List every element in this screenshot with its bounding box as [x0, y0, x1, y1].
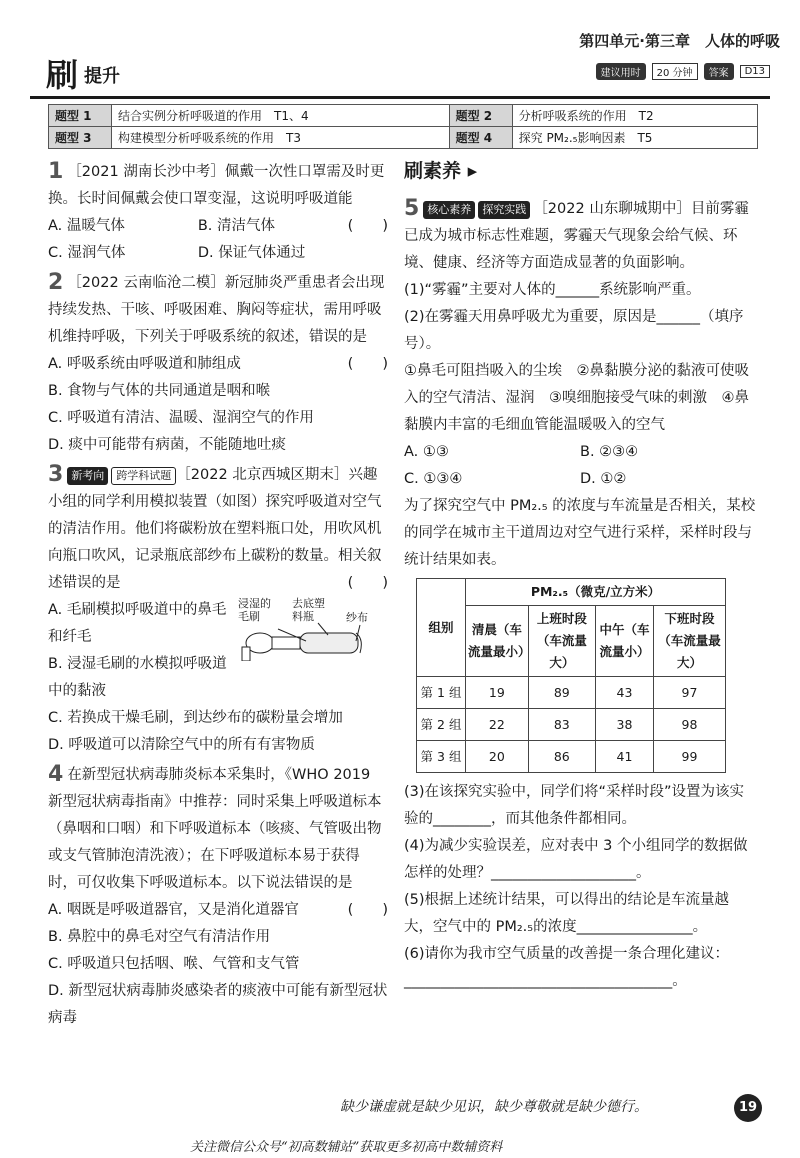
logo: 刷 — [46, 56, 79, 94]
question-stem: ［2021 湖南长沙中考］佩戴一次性口罩需及时更换。长时间佩戴会使口罩变湿，这说明呼吸道能 — [48, 164, 385, 207]
logo-subtitle: 提升 — [84, 66, 120, 87]
col-header: 清晨（车流量最小） — [466, 606, 529, 677]
question-number: 1 — [48, 159, 64, 184]
page-number: 19 — [734, 1094, 762, 1122]
option-b: B. 鼻腔中的鼻毛对空气有清洁作用 — [48, 929, 271, 945]
question-4 — [48, 761, 388, 1032]
answer-bracket: ( ) — [347, 575, 388, 591]
header-divider — [30, 96, 770, 99]
sub-question-6: (6)请你为我市空气质量的改善提一条合理化建议：_____________________________________。 — [404, 946, 730, 989]
unit-title: 第四单元·第三章 人体的呼吸 — [579, 32, 780, 50]
cell: 41 — [595, 741, 653, 773]
question-stem: ［2022 山东聊城期中］目前雾霾已成为城市标志性难题，雾霾天气现象会给气候、环境、健康、经济等方面造成显著的负面影响。 — [404, 201, 749, 271]
question-stem: 在新型冠状病毒肺炎标本采集时，《WHO 2019 新型冠状病毒指南》中推荐：同时采集上呼吸道标本（鼻咽和口咽）和下呼吸道标本（咳痰、气管吸出物或支气管肺泡清洗液）；在下呼吸道标本易于获得时，可仅收集下呼吸道标本。以下说法错误的是 — [48, 767, 382, 891]
question-3 — [48, 461, 388, 759]
question-number: 2 — [48, 270, 64, 295]
option-d: D. 新型冠状病毒肺炎感染者的痰液中可能有新型冠状病毒 — [48, 983, 388, 1026]
time-label: 建议用时 — [596, 63, 646, 80]
new-trend-badge: 新考向 — [67, 467, 108, 485]
answer-bracket: ( ) — [347, 218, 388, 234]
option-b: B. 浸湿毛刷的水模拟呼吸道中的黏液 — [48, 656, 227, 699]
question-number: 3 — [48, 462, 64, 487]
col-header: 上班时段（车流量大） — [528, 606, 595, 677]
option-a: A. 咽既是呼吸道器官，又是消化道器官 — [48, 902, 299, 918]
type-tag: 题型 1 — [49, 105, 112, 127]
time-meta — [596, 63, 770, 80]
figure-label-gauze: 纱布 — [346, 611, 368, 624]
answer-bracket: ( ) — [347, 902, 388, 918]
hairdryer-bottle-drawing — [238, 597, 388, 661]
right-column — [404, 158, 756, 997]
table-row — [417, 741, 726, 773]
option-d: D. ①② — [580, 471, 627, 487]
type-tag: 题型 4 — [449, 127, 512, 149]
option-c: C. 呼吸道只包括咽、喉、气管和支气管 — [48, 956, 300, 972]
option-c: C. 若换成干燥毛刷，到达纱布的碳粉量会增加 — [48, 710, 343, 726]
sub-question-2-statements: ①鼻毛可阻挡吸入的尘埃 ②鼻黏膜分泌的黏液可使吸入的空气清洁、湿润 ③嗅细胞接受气味的刺激 ④鼻黏膜内丰富的毛细血管能温暖吸入的空气 — [404, 363, 749, 433]
experiment-figure — [238, 597, 388, 661]
figure-label-bottle: 去底塑料瓶 — [292, 597, 325, 623]
option-a: A. 呼吸系统由呼吸道和肺组成 — [48, 356, 241, 372]
question-number: 5 — [404, 196, 420, 221]
cross-subject-badge: 跨学科试题 — [111, 467, 176, 485]
cell: 97 — [653, 677, 725, 709]
cell: 98 — [653, 709, 725, 741]
question-2 — [48, 269, 388, 459]
row-label: 第 1 组 — [417, 677, 466, 709]
answer-label: 答案 — [704, 63, 734, 80]
row-label: 第 2 组 — [417, 709, 466, 741]
option-b: B. 清洁气体 — [197, 218, 275, 234]
option-d: D. 呼吸道可以清除空气中的所有有害物质 — [48, 737, 315, 753]
option-b: B. ②③④ — [580, 444, 639, 460]
pm25-table — [416, 578, 726, 773]
cell: 43 — [595, 677, 653, 709]
answer-bracket: ( ) — [347, 356, 388, 372]
row-label: 第 3 组 — [417, 741, 466, 773]
option-d: D. 保证气体通过 — [197, 245, 306, 261]
types-row — [49, 105, 758, 127]
sub-question-1: (1)“雾霾”主要对人体的______系统影响严重。 — [404, 282, 701, 298]
table-row — [417, 677, 726, 709]
type-text: 构建模型分析呼吸系统的作用 T3 — [112, 127, 450, 149]
cell: 20 — [466, 741, 529, 773]
answer-value: D13 — [740, 65, 770, 78]
option-c: C. ①③④ — [404, 471, 463, 487]
option-c: C. 湿润气体 — [48, 245, 126, 261]
type-tag: 题型 2 — [449, 105, 512, 127]
col-header: 下班时段（车流量最大） — [653, 606, 725, 677]
type-text: 结合实例分析呼吸道的作用 T1、4 — [112, 105, 450, 127]
type-tag: 题型 3 — [49, 127, 112, 149]
sub-question-4: (4)为减少实验误差，应对表中 3 个小组同学的数据做怎样的处理？____________________。 — [404, 838, 748, 881]
figure-label-brush: 浸湿的毛刷 — [238, 597, 271, 623]
cell: 19 — [466, 677, 529, 709]
cell: 99 — [653, 741, 725, 773]
question-number: 4 — [48, 762, 64, 787]
option-a: A. ①③ — [404, 444, 449, 460]
group-header: 组别 — [417, 579, 466, 677]
option-a: A. 温暖气体 — [48, 218, 125, 234]
option-d: D. 痰中可能带有病菌，不能随地吐痰 — [48, 437, 286, 453]
sub-question-5: (5)根据上述统计结果，可以得出的结论是车流量越大，空气中的 PM₂.₅的浓度________________。 — [404, 892, 730, 935]
experiment-intro: 为了探究空气中 PM₂.₅ 的浓度与车流量是否相关，某校的同学在城市主干道周边对空气进行采样，采样时段与统计结果如表。 — [404, 498, 756, 568]
unit-header: PM₂.₅（微克/立方米） — [466, 579, 726, 606]
table-row — [417, 709, 726, 741]
sub-question-3: (3)在该探究实验中，同学们将“采样时段”设置为该实验的________，而其他条件都相同。 — [404, 784, 745, 827]
types-row — [49, 127, 758, 149]
col-header: 中午（车流量小） — [595, 606, 653, 677]
cell: 89 — [528, 677, 595, 709]
option-a: A. 毛刷模拟呼吸道中的鼻毛和纤毛 — [48, 602, 227, 645]
section-title: 刷素养 ▸ — [404, 160, 478, 182]
inquiry-badge: 探究实践 — [478, 201, 530, 219]
cell: 86 — [528, 741, 595, 773]
question-1 — [48, 158, 388, 267]
footer-quote: 缺少谦虚就是缺少见识，缺少尊敬就是缺少德行。 — [340, 1099, 648, 1115]
question-stem: ［2022 北京西城区期末］兴趣小组的同学利用模拟装置（如图）探究呼吸道对空气的清洁作用。他们将碳粉放在塑料瓶口处，用吹风机向瓶口吹风，记录瓶底部纱布上碳粉的数量。相关叙述错误的是 — [48, 467, 382, 591]
question-types-table — [48, 104, 758, 149]
time-value: 20 分钟 — [652, 63, 698, 80]
question-5 — [404, 195, 756, 995]
left-column — [48, 158, 388, 1034]
option-c: C. 呼吸道有清洁、温暖、湿润空气的作用 — [48, 410, 314, 426]
bottom-note: 关注微信公众号“初高数辅站”获取更多初高中数辅资料 — [190, 1140, 503, 1155]
sub-question-2: (2)在雾霾天用鼻呼吸尤为重要，原因是______（填序号）。 — [404, 309, 744, 352]
question-stem: ［2022 云南临沧二模］新冠肺炎严重患者会出现持续发热、干咳、呼吸困难、胸闷等症状，需用呼吸机维持呼吸，下列关于呼吸系统的叙述，错误的是 — [48, 275, 385, 345]
core-literacy-badge: 核心素养 — [423, 201, 475, 219]
cell: 22 — [466, 709, 529, 741]
type-text: 探究 PM₂.₅影响因素 T5 — [512, 127, 757, 149]
cell: 83 — [528, 709, 595, 741]
cell: 38 — [595, 709, 653, 741]
type-text: 分析呼吸系统的作用 T2 — [512, 105, 757, 127]
option-b: B. 食物与气体的共同通道是咽和喉 — [48, 383, 271, 399]
